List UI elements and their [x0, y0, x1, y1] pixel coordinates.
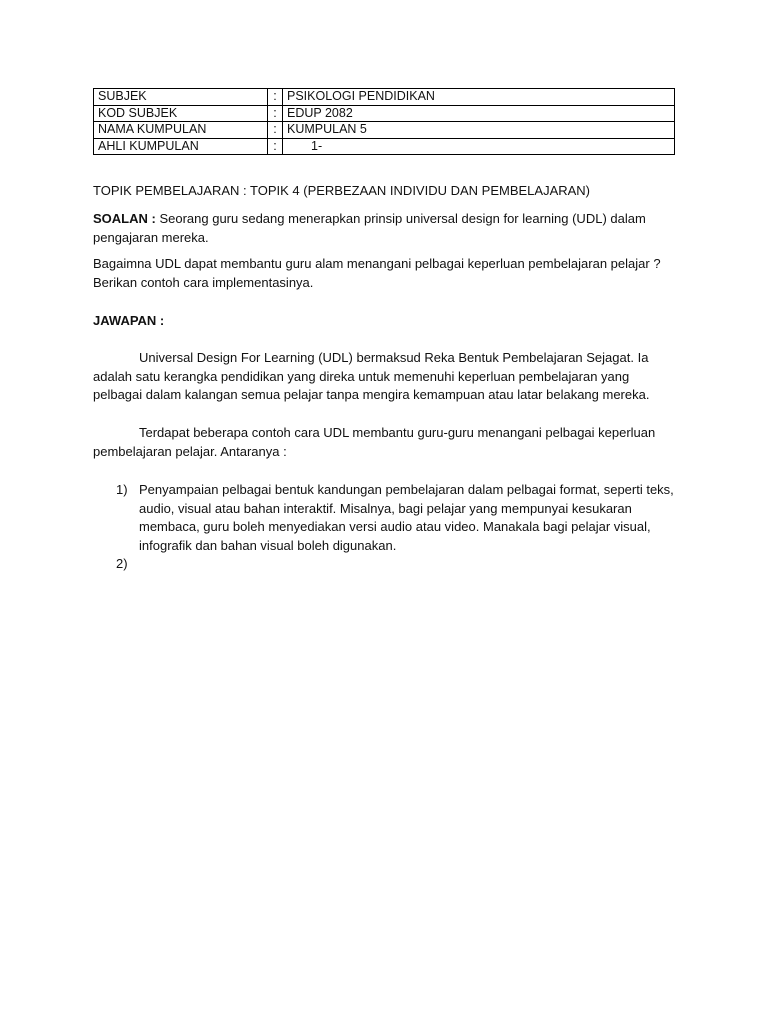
row-value-kod-subjek: EDUP 2082	[283, 105, 675, 122]
jawapan-label: JAWAPAN :	[93, 313, 165, 328]
list-item-number: 2)	[116, 556, 128, 571]
row-separator: :	[268, 105, 283, 122]
topic-heading: TOPIK PEMBELAJARAN : TOPIK 4 (PERBEZAAN INDIVIDU DAN PEMBELAJARAN)	[93, 183, 591, 198]
list-item-number: 1)	[116, 482, 128, 497]
answer-paragraph	[93, 349, 675, 405]
row-value-subjek: PSIKOLOGI PENDIDIKAN	[283, 89, 675, 106]
row-separator: :	[268, 138, 283, 155]
question-block	[93, 210, 675, 247]
row-label-subjek: SUBJEK	[94, 89, 268, 106]
answer-points-list	[93, 481, 675, 574]
row-label-kod-subjek: KOD SUBJEK	[94, 105, 268, 122]
row-label-ahli-kumpulan: AHLI KUMPULAN	[94, 138, 268, 155]
soalan-label: SOALAN :	[93, 211, 156, 226]
row-separator: :	[268, 89, 283, 106]
soalan-text: Seorang guru sedang menerapkan prinsip universal design for learning (UDL) dalam pengajaran mereka.	[93, 211, 646, 245]
table-row	[94, 122, 675, 139]
list-item-text: Penyampaian pelbagai bentuk kandungan pembelajaran dalam pelbagai format, seperti teks, audio, visual atau bahan interaktif. Misalnya, bagi pelajar yang mempunyai kesukaran membaca, guru boleh menyediakan versi audio atau video. Manakala bagi pelajar visual, infografik dan bahan visual boleh digunakan.	[139, 482, 674, 553]
row-value-ahli-kumpulan: 1-	[283, 138, 675, 155]
row-separator: :	[268, 122, 283, 139]
table-row	[94, 89, 675, 106]
list-item	[93, 481, 675, 555]
subject-info-table	[93, 88, 675, 155]
list-item	[93, 555, 675, 574]
answer-paragraph	[93, 424, 675, 461]
row-label-nama-kumpulan: NAMA KUMPULAN	[94, 122, 268, 139]
row-value-nama-kumpulan: KUMPULAN 5	[283, 122, 675, 139]
table-row	[94, 138, 675, 155]
paragraph-text: Terdapat beberapa contoh cara UDL membantu guru-guru menangani pelbagai keperluan pembelajaran pelajar. Antaranya :	[93, 425, 656, 459]
question-text: Bagaimna UDL dapat membantu guru alam menangani pelbagai keperluan pembelajaran pelajar ? Berikan contoh cara implementasinya.	[93, 256, 661, 290]
paragraph-text: Universal Design For Learning (UDL) bermaksud Reka Bentuk Pembelajaran Sejagat. Ia adalah satu kerangka pendidikan yang direka untuk memenuhi keperluan pembelajaran yang pelbagai dalam kalangan semua pelajar tanpa mengira kemampuan atau latar belakang mereka.	[93, 350, 650, 402]
table-row	[94, 105, 675, 122]
